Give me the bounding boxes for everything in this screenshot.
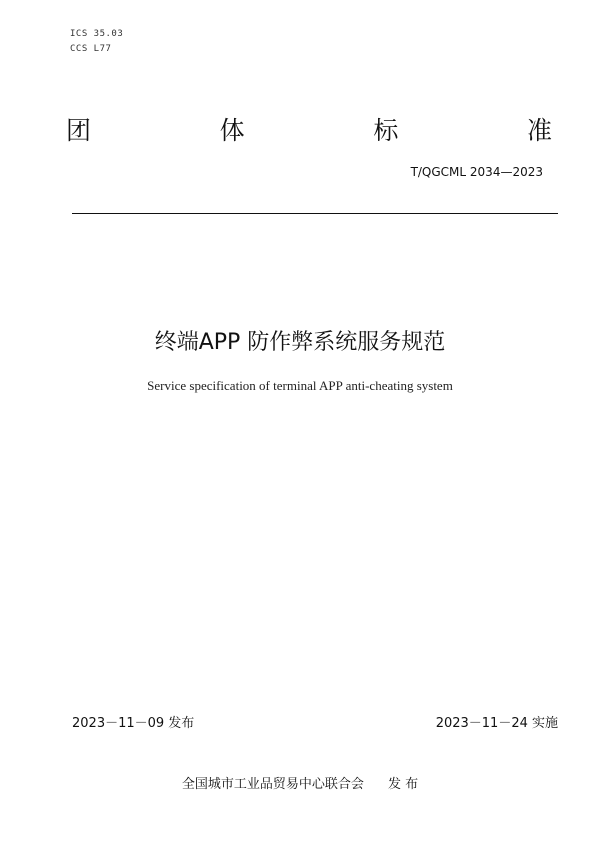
header-divider <box>72 213 558 214</box>
standard-type-char: 准 <box>526 116 552 145</box>
standard-type-char: 标 <box>373 116 399 145</box>
implementation-date: 2023－11－24 实施 <box>435 716 558 731</box>
publisher-action: 发 布 <box>387 777 419 792</box>
issue-date: 2023－11－09 发布 <box>72 716 195 731</box>
standard-code: T/QGCML 2034—2023 <box>410 165 543 179</box>
standard-type-char: 团 <box>66 116 92 145</box>
publisher-name: 全国城市工业品贸易中心联合会 <box>181 777 364 792</box>
title-english: Service specification of terminal APP anti-cheating system <box>147 378 453 393</box>
ics-code: ICS 35.03 <box>70 29 124 39</box>
ccs-code: CCS L77 <box>70 44 112 54</box>
title-chinese: 终端APP 防作弊系统服务规范 <box>154 330 446 355</box>
standard-type-heading <box>66 116 552 146</box>
publisher-line <box>0 776 600 794</box>
standard-type-char: 体 <box>219 116 245 145</box>
